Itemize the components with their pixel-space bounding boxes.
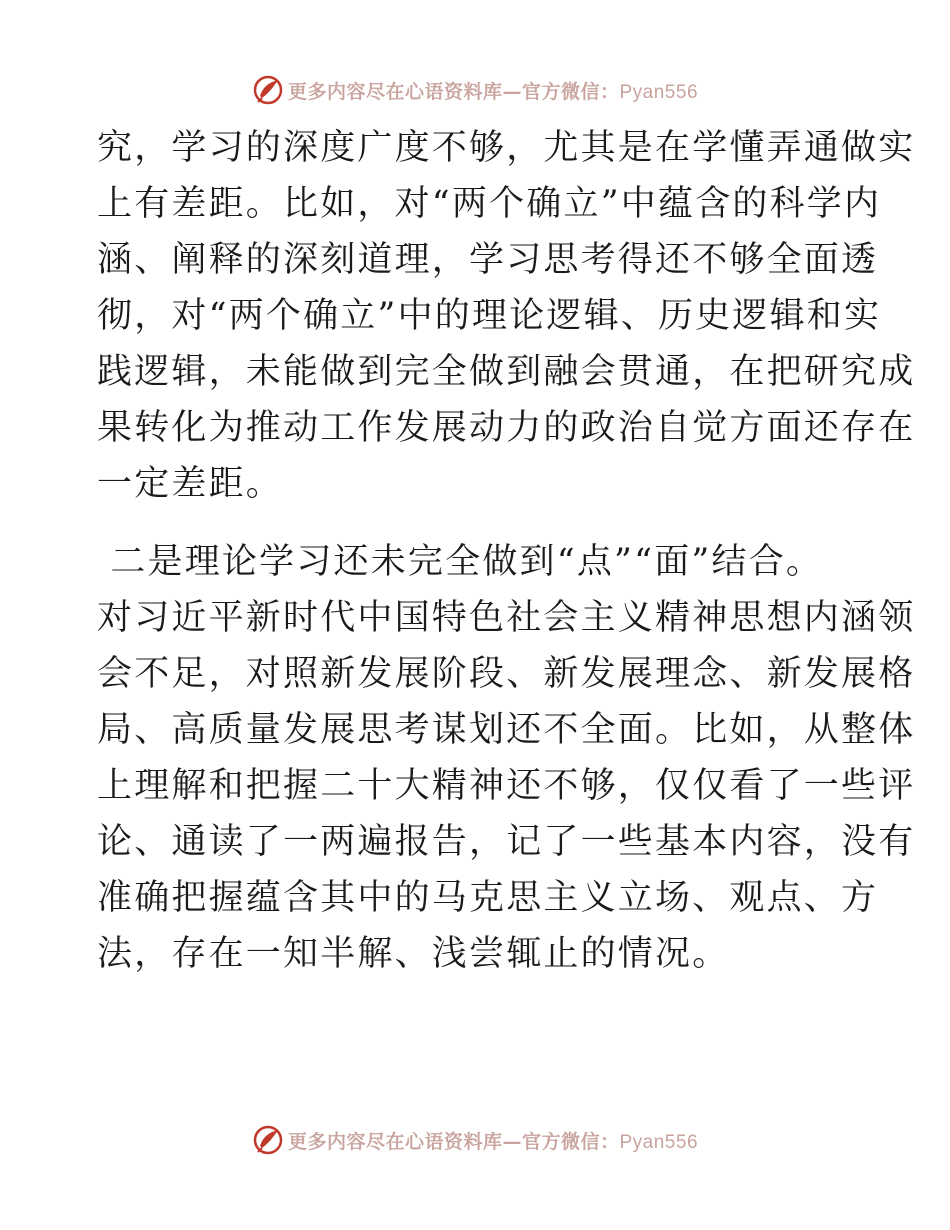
- text-line: 法，存在一知半解、浅尝辄止的情况。: [97, 934, 730, 974]
- text-line: 究，学习的深度广度不够，尤其是在学懂弄通做实: [97, 128, 916, 168]
- text-line: 准确把握蕴含其中的马克思主义立场、观点、方: [97, 878, 879, 918]
- footer-banner: [0, 1120, 950, 1160]
- text-line: 践逻辑，未能做到完全做到融会贯通，在把研究成: [97, 352, 916, 392]
- paragraph-2: [97, 534, 916, 982]
- document-body: [97, 120, 916, 982]
- text-line: 一定差距。: [97, 464, 284, 504]
- text-line: 论、通读了一两遍报告，记了一些基本内容，没有: [97, 822, 916, 862]
- header-wechat-id: Pyan556: [619, 81, 699, 103]
- text-line: 对习近平新时代中国特色社会主义精神思想内涵领: [97, 598, 916, 638]
- text-line: 上有差距。比如，对“两个确立”中蕴含的科学内: [97, 184, 882, 224]
- header-banner-text: 更多内容尽在心语资料库—官方微信：Pyan556: [287, 80, 699, 103]
- text-line: 涵、阐释的深刻道理，学习思考得还不够全面透: [97, 240, 879, 280]
- text-line: 果转化为推动工作发展动力的政治自觉方面还存在: [97, 408, 916, 448]
- footer-banner-text: 更多内容尽在心语资料库—官方微信：Pyan556: [287, 1130, 699, 1153]
- text-line: 会不足，对照新发展阶段、新发展理念、新发展格: [97, 654, 916, 694]
- text-line: 局、高质量发展思考谋划还不全面。比如，从整体: [97, 710, 916, 750]
- text-line: 上理解和把握二十大精神还不够，仅仅看了一些评: [97, 766, 916, 806]
- brand-logo-icon: [252, 1124, 284, 1156]
- brand-logo-icon: [252, 74, 284, 106]
- text-line: 彻，对“两个确立”中的理论逻辑、历史逻辑和实: [97, 296, 882, 336]
- footer-wechat-id: Pyan556: [619, 1131, 699, 1153]
- paragraph-1: [97, 120, 916, 512]
- text-line: 二是理论学习还未完全做到“点”“面”结合。: [97, 542, 824, 582]
- header-banner: [0, 70, 950, 110]
- paragraph-gap: [97, 512, 857, 534]
